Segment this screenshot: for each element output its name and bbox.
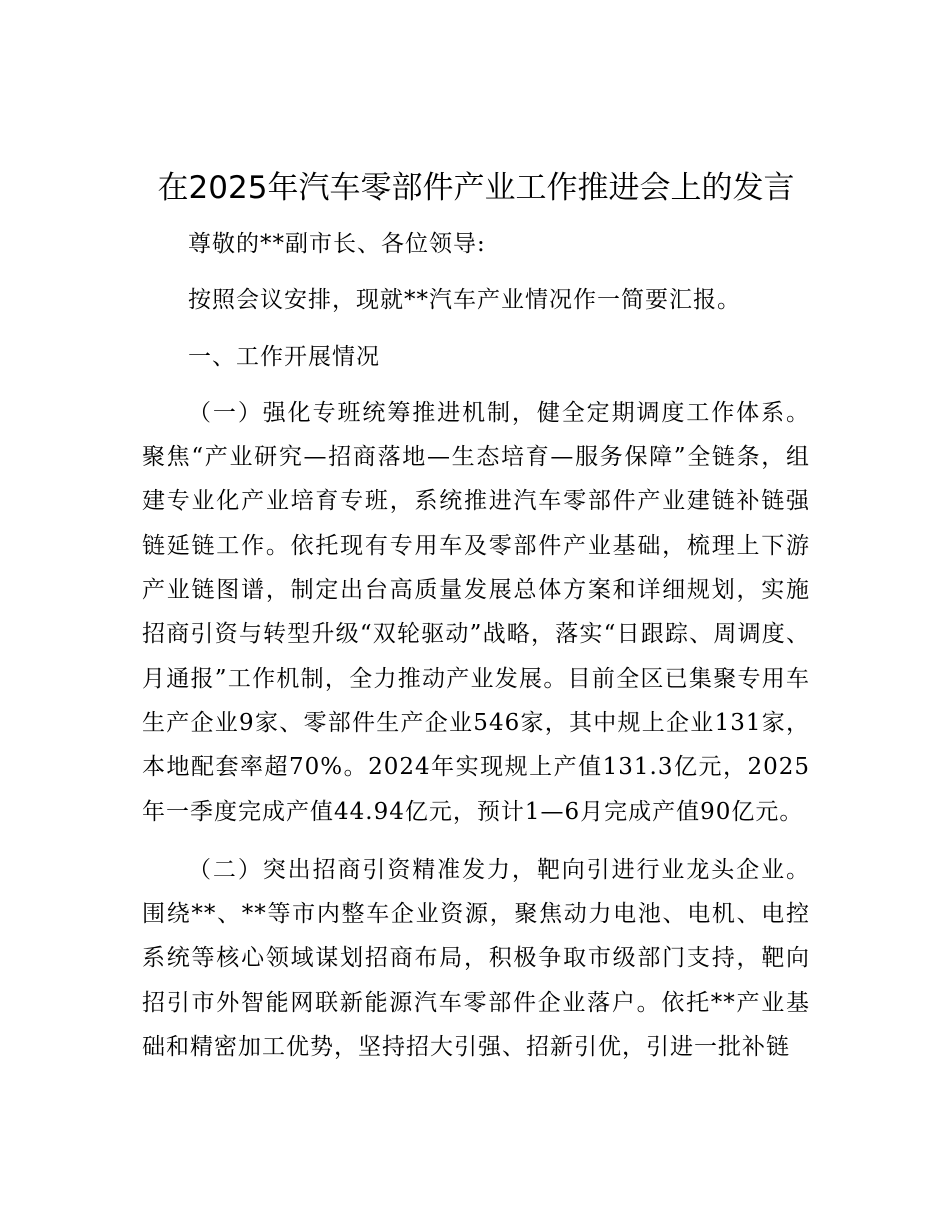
- intro-paragraph: 按照会议安排，现就**汽车产业情况作一简要汇报。: [188, 287, 741, 314]
- section-two-paragraph: （二）突出招商引资精准发力，靶向引进行业龙头企业。围绕**、**等市内整车企业资源，聚焦动力电池、电机、电控系统等核心领域谋划招商布局，积极争取市级部门支持，靶向招引市外智能网联新能源汽车零部件企业落户。依托**产业基础和精密加工优势，坚持招大引强、招新引优，引进一批补链: [142, 856, 810, 1061]
- document-body: [142, 222, 810, 1069]
- section-one-paragraph: （一）强化专班统筹推进机制，健全定期调度工作体系。聚焦“产业研究—招商落地—生态培育—服务保障”全链条，组建专业化产业培育专班，系统推进汽车零部件产业建链补链强链延链工作。依托现有专用车及零部件产业基础，梳理上下游产业链图谱，制定出台高质量发展总体方案和详细规划，实施招商引资与转型升级“双轮驱动”战略，落实“日跟踪、周调度、月通报”工作机制，全力推动产业发展。目前全区已集聚专用车生产企业9家、零部件生产企业546家，其中规上企业131家，本地配套率超70%。2024年实现规上产值131.3亿元，2025年一季度完成产值44.94亿元，预计1—6月完成产值90亿元。: [142, 399, 810, 825]
- document-title: 在2025年汽车零部件产业工作推进会上的发言: [157, 170, 795, 206]
- section-heading: 一、工作开展情况: [188, 343, 380, 370]
- salutation-paragraph: 尊敬的**副市长、各位领导:: [188, 231, 486, 257]
